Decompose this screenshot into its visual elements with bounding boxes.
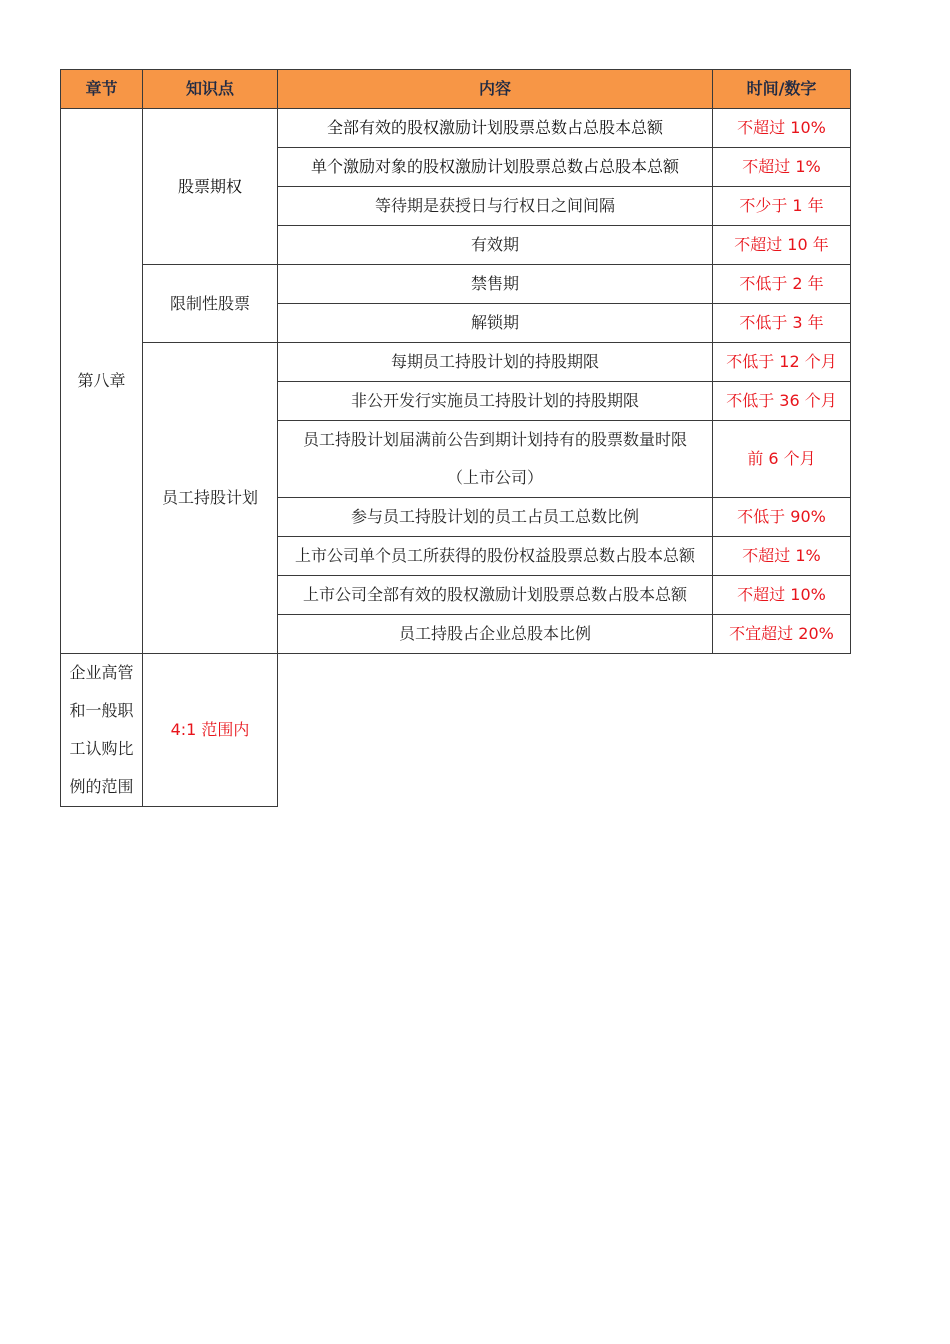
content-cell: 非公开发行实施员工持股计划的持股期限 [278,382,713,421]
value-cell: 不低于 90% [713,498,851,537]
table-row [61,654,851,807]
content-cell: 解锁期 [278,304,713,343]
knowledge-table [60,69,851,807]
table-row [61,343,851,382]
content-cell: 上市公司全部有效的股权激励计划股票总数占股本总额 [278,576,713,615]
header-topic: 知识点 [143,70,278,109]
value-cell: 不低于 36 个月 [713,382,851,421]
table-row [61,265,851,304]
content-cell: 参与员工持股计划的员工占员工总数比例 [278,498,713,537]
content-cell: 禁售期 [278,265,713,304]
value-cell: 不超过 10 年 [713,226,851,265]
topic-cell: 限制性股票 [143,265,278,343]
content-cell: 员工持股占企业总股本比例 [278,615,713,654]
header-value: 时间/数字 [713,70,851,109]
content-cell: 企业高管和一般职工认购比例的范围 [61,654,143,807]
chapter-cell: 第八章 [61,109,143,654]
content-cell: 等待期是获授日与行权日之间间隔 [278,187,713,226]
value-cell: 4:1 范围内 [143,654,278,807]
content-cell: 员工持股计划届满前公告到期计划持有的股票数量时限（上市公司） [278,421,713,498]
content-cell: 有效期 [278,226,713,265]
content-cell: 单个激励对象的股权激励计划股票总数占总股本总额 [278,148,713,187]
value-cell: 不超过 10% [713,109,851,148]
value-cell: 不超过 1% [713,537,851,576]
table-row [61,109,851,148]
value-cell: 不少于 1 年 [713,187,851,226]
header-row [61,70,851,109]
value-cell: 不低于 3 年 [713,304,851,343]
topic-cell: 员工持股计划 [143,343,278,654]
content-cell: 上市公司单个员工所获得的股份权益股票总数占股本总额 [278,537,713,576]
value-cell: 不低于 2 年 [713,265,851,304]
value-cell: 不超过 10% [713,576,851,615]
value-cell: 不宜超过 20% [713,615,851,654]
value-cell: 不超过 1% [713,148,851,187]
value-cell: 前 6 个月 [713,421,851,498]
value-cell: 不低于 12 个月 [713,343,851,382]
header-chapter: 章节 [61,70,143,109]
content-cell: 每期员工持股计划的持股期限 [278,343,713,382]
header-content: 内容 [278,70,713,109]
topic-cell: 股票期权 [143,109,278,265]
content-cell: 全部有效的股权激励计划股票总数占总股本总额 [278,109,713,148]
